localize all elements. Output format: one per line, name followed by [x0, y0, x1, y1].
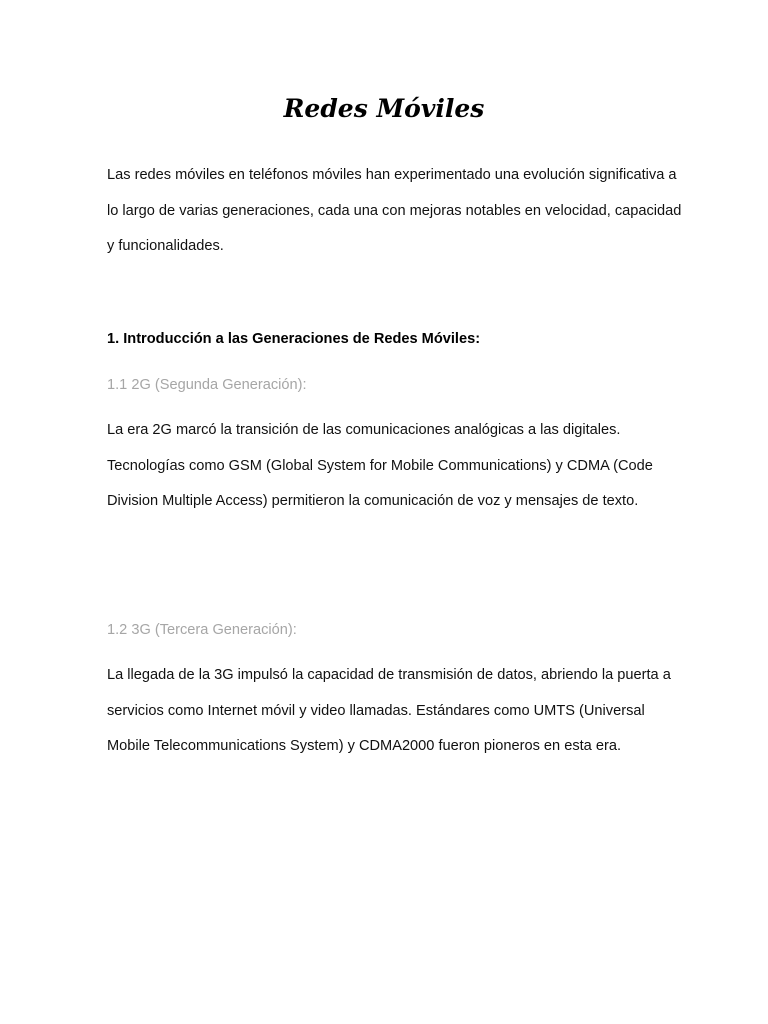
- subheading-2g: 1.1 2G (Segunda Generación):: [107, 377, 307, 393]
- document-title: Redes Móviles: [283, 94, 485, 123]
- section-heading-generations: 1. Introducción a las Generaciones de Redes Móviles:: [107, 331, 481, 347]
- paragraph-3g: La llegada de la 3G impulsó la capacidad de transmisión de datos, abriendo la puerta a servicios como Internet móvil y video llamadas. Estándares como UMTS (Universal Mobile Telecommunications System) y CDMA2000 fueron pioneros en esta era.: [107, 667, 671, 754]
- intro-paragraph: Las redes móviles en teléfonos móviles han experimentado una evolución significativa a lo largo de varias generaciones, cada una con mejoras notables en velocidad, capacidad y funcionalidades.: [107, 167, 682, 254]
- paragraph-2g: La era 2G marcó la transición de las comunicaciones analógicas a las digitales. Tecnologías como GSM (Global System for Mobile Communications) y CDMA (Code Division Multiple Access) permitieron la comunicación de voz y mensajes de texto.: [107, 422, 653, 509]
- subheading-3g: 1.2 3G (Tercera Generación):: [107, 622, 297, 638]
